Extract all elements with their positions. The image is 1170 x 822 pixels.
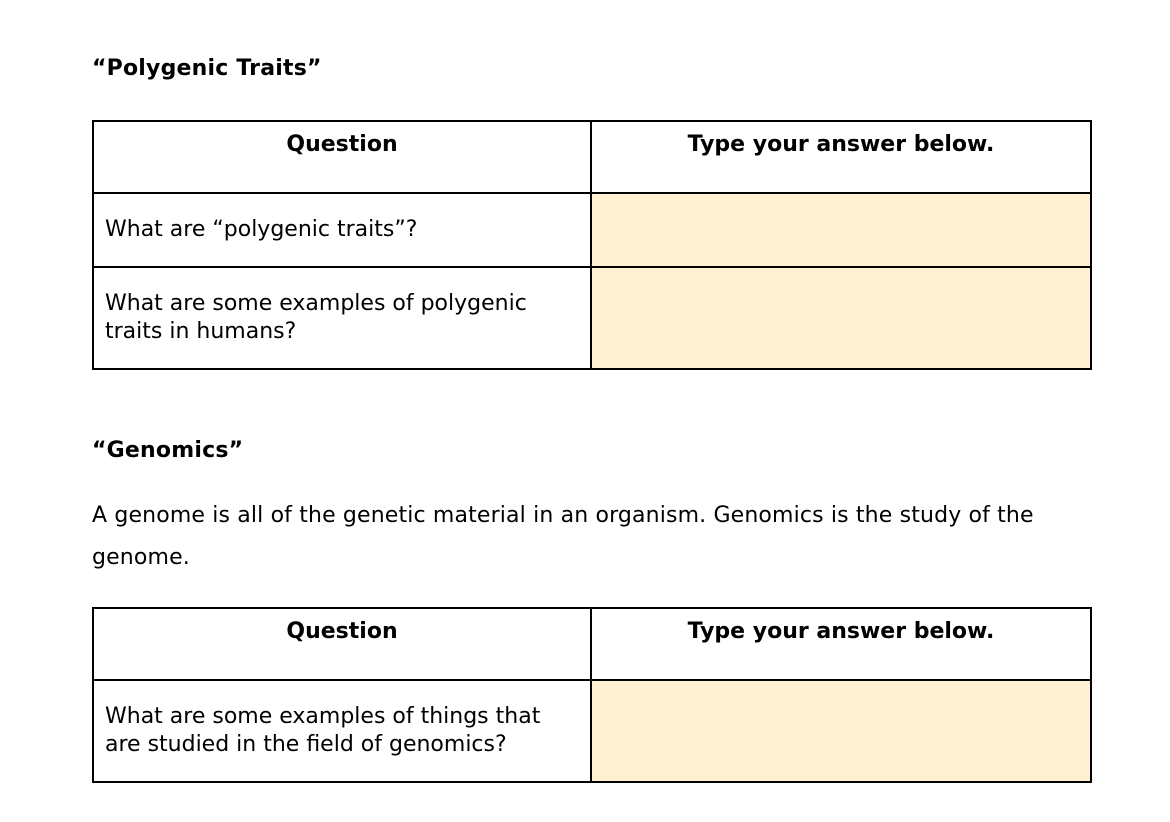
table-row (93, 680, 1091, 782)
table-header-row (93, 608, 1091, 680)
question-cell: What are “polygenic traits”? (93, 193, 591, 267)
table-row (93, 267, 1091, 369)
table-header-row (93, 121, 1091, 193)
question-cell: What are some examples of polygenic traits in humans? (93, 267, 591, 369)
question-column-header: Question (93, 121, 591, 193)
question-cell: What are some examples of things that are studied in the field of genomics? (93, 680, 591, 782)
polygenic-traits-table (92, 120, 1092, 370)
question-column-header: Question (93, 608, 591, 680)
answer-field[interactable] (591, 267, 1091, 369)
section-title-polygenic-traits: “Polygenic Traits” (92, 56, 322, 81)
answer-column-header: Type your answer below. (591, 121, 1091, 193)
section-title-genomics: “Genomics” (92, 438, 244, 463)
genomics-table (92, 607, 1092, 783)
answer-field[interactable] (591, 680, 1091, 782)
answer-field[interactable] (591, 193, 1091, 267)
genome-definition-paragraph: A genome is all of the genetic material in an organism. Genomics is the study of the genome. (92, 503, 1034, 570)
answer-column-header: Type your answer below. (591, 608, 1091, 680)
table-row (93, 193, 1091, 267)
